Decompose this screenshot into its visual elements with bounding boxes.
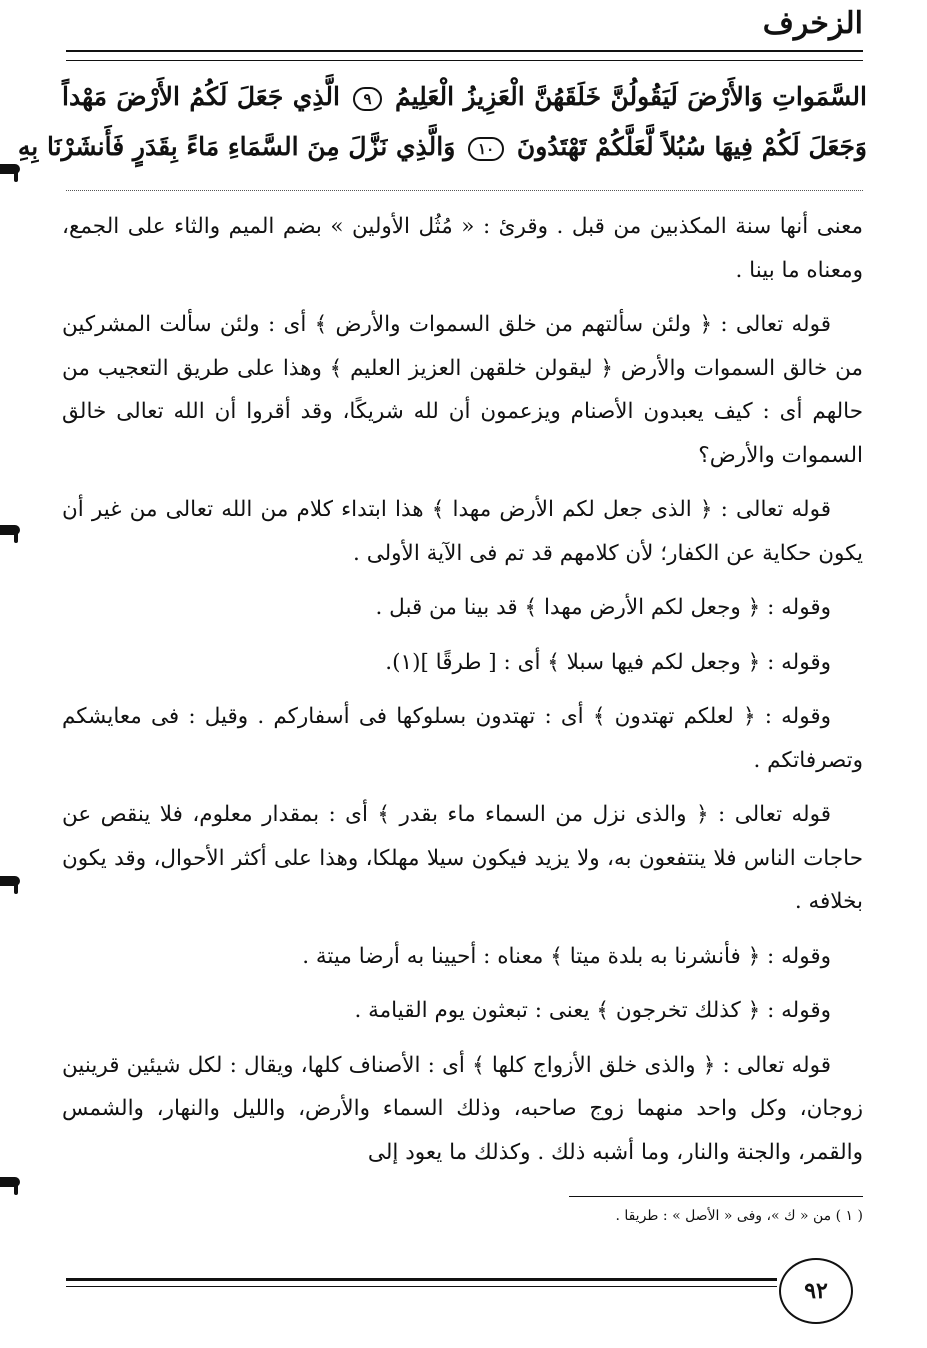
ayah-number-marker: ٩ xyxy=(353,87,381,111)
paragraph: قوله تعالى : ﴿ والذى خلق الأزواج كلها ﴾ أى : الأصناف كلها، ويقال : لكل شيئين قرينين زوجان، وكل واحد منهما زوج صاحبه، وذلك السماء والأرض، والليل والنهار، والشمس والقمر، والجنة والنار، وما أشبه ذلك . وكذلك ما يعود إلى xyxy=(62,1052,863,1165)
paragraph: وقوله : ﴿ وجعل لكم فيها سبلا ﴾ أى : [ طرقًا ](١). xyxy=(385,649,831,675)
margin-tab-mark xyxy=(0,876,20,886)
footer-rule-thin xyxy=(66,1286,777,1287)
paragraph: قوله تعالى : ﴿ الذى جعل لكم الأرض مهدا ﴾ هذا ابتداء كلام من الله تعالى من غير أن يكون حكاية عن الكفار؛ لأن كلامهم قد تم فى الآية الأولى . xyxy=(62,497,863,566)
verse-divider xyxy=(66,190,863,191)
margin-tab-mark xyxy=(0,1177,20,1187)
verse-text: السَّمَواتِ وَالأَرْضَ لَيَقُولُنَّ خَلَقَهُنَّ الْعَزِيزُ الْعَلِيمُ xyxy=(394,82,867,111)
page-number: ٩٢ xyxy=(779,1258,853,1324)
footnote-rule xyxy=(569,1196,863,1197)
paragraph: وقوله : ﴿ وجعل لكم الأرض مهدا ﴾ قد بينا من قبل . xyxy=(375,595,831,620)
verse-text: وَالَّذِي نَزَّلَ مِنَ السَّمَاءِ مَاءً بِقَدَرٍ فَأَنشَرْنَا بِهِ xyxy=(17,132,456,161)
paragraph: قوله تعالى : ﴿ والذى نزل من السماء ماء بقدر ﴾ أى : بمقدار معلوم، فلا ينقص عن حاجات الناس فلا ينتفعون به، ولا يزيد فيكون سيلا مهلكا، وهذا على أكثر الأحوال، وقد يكون بخلافه . xyxy=(62,802,863,914)
footnote: ( ١ ) من « ك »، وفى « الأصل » : طريقا . xyxy=(615,1208,863,1224)
margin-tab-mark xyxy=(0,164,20,174)
footer-rule xyxy=(66,1278,777,1281)
running-head: الزخرف xyxy=(762,6,863,41)
paragraph: وقوله : ﴿ لعلكم تهتدون ﴾ أى : تهتدون بسلوكها فى أسفاركم . وقيل : فى معايشكم وتصرفاتكم . xyxy=(62,704,863,773)
commentary-body xyxy=(62,205,863,1185)
header-rule-thin xyxy=(66,60,863,61)
ayah-number-marker: ١٠ xyxy=(468,137,504,161)
verse-text: الَّذِي جَعَلَ لَكُمُ الأَرْضَ مَهْداً xyxy=(62,82,340,111)
verse-line-1 xyxy=(62,72,867,122)
paragraph: وقوله : ﴿ كذلك تخرجون ﴾ يعنى : تبعثون يوم القيامة . xyxy=(354,998,831,1023)
paragraph: معنى أنها سنة المكذبين من قبل . وقرئ : « مُثُل الأولين » بضم الميم والثاء على الجمع، ومعناه ما بينا . xyxy=(62,214,863,283)
header-rule xyxy=(66,50,863,52)
verse-text: وَجَعَلَ لَكُمْ فِيهَا سُبُلاً لَّعَلَّكُمْ تَهْتَدُونَ xyxy=(516,132,867,161)
paragraph: قوله تعالى : ﴿ ولئن سألتهم من خلق السموات والأرض ﴾ أى : ولئن سألت المشركين من خالق السموات والأرض ﴿ ليقولن خلقهن العزيز العليم ﴾ وهذا على طريق التعجيب من حالهم أى : كيف يعبدون الأصنام ويزعمون أن لله شريكًا، وقد أقروا أن الله تعالى خالق السموات والأرض؟ xyxy=(62,312,863,468)
quran-verse-block xyxy=(17,72,867,172)
verse-line-2 xyxy=(17,122,867,172)
paragraph: وقوله : ﴿ فأنشرنا به بلدة ميتا ﴾ معناه : أحيينا به أرضا ميتة . xyxy=(302,943,831,969)
margin-tab-mark xyxy=(0,525,20,535)
